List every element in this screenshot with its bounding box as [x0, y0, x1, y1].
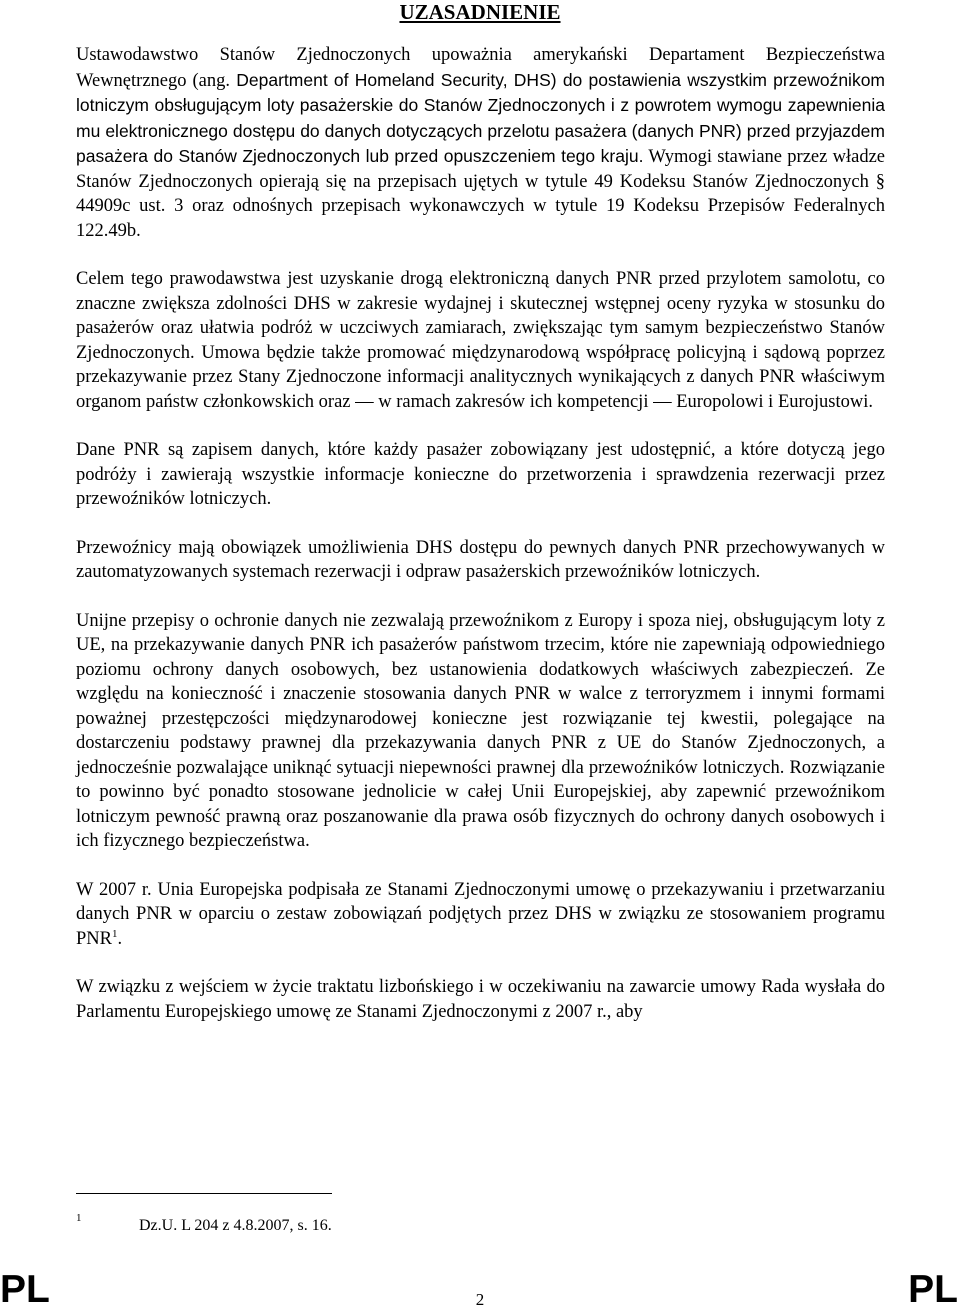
paragraph-6 [76, 878, 885, 952]
paragraph-1-part-a: Ustawodawstwo Stanów Zjednoczonych upoważnia amerykański Departament Bezpieczeństwa Wewnętrznego (ang. [76, 45, 885, 91]
paragraph-1-part-b: Department of Homeland Security, DHS) do postawienia wszystkim przewoźnikom lotniczym obsługującym loty pasażerskie do Stanów Zjednoczonych i z powrotem wymogu zapewnienia mu elektronicznego dostępu do danych dotyczących przelotu pasażera (danych PNR) przed przyjazdem pasażera do Stanów Zjednoczonych lub przed opuszczeniem tego kraju. [76, 69, 885, 166]
footnote-divider [76, 1193, 332, 1194]
paragraph-2-part-b: Umowa będzie także promować międzynarodową współpracę policyjną i sądową poprzez przekazywanie przez Stany Zjednoczone informacji analitycznych wynikających z danych PNR właściwym organom państw członkowskich oraz — w ramach zakresów ich kompetencji — Europolowi i Eurojustowi. [76, 342, 885, 412]
page-title: UZASADNIENIE [399, 0, 561, 24]
footnote-text: Dz.U. L 204 z 4.8.2007, s. 16. [139, 1217, 332, 1234]
language-code-right: PL [908, 1268, 958, 1311]
paragraph-1-part-c: Wymogi stawiane przez władze Stanów Zjednoczonych opierają się na przepisach ujętych w tytule 49 Kodeksu Stanów Zjednoczonych § 44909c ust. 3 oraz odnośnych przepisach wykonawczych w tytule 19 Kodeksu Przepisów Federalnych 122.49b. [76, 147, 885, 241]
paragraph-5-part-c: Rozwiązanie to powinno być ponadto stosowane jednolicie w całej Unii Europejskiej, aby zapewnić przewoźnikom lotniczym pewność prawną oraz poszanowanie dla prawa osób fizycznych do ochrony danych osobowych i ich fizycznego bezpieczeństwa. [76, 757, 885, 851]
language-code-left: PL [0, 1268, 50, 1311]
paragraph-5-part-b: Ze względu na konieczność i znaczenie stosowania danych PNR w walce z terroryzmem i innymi formami poważnej przestępczości międzynarodowej konieczne jest rozwiązanie tej kwestii, polegające na dostarczeniu podstawy prawnej dla przekazywania danych PNR z UE do Stanów Zjednoczonych, a jednocześnie pozwalające uniknąć sytuacji niepewności prawnej dla przewoźników lotniczych. [76, 659, 885, 778]
paragraph-6-part-b: Unia Europejska podpisała ze Stanami Zjednoczonymi umowę o przekazywaniu i przetwarzaniu danych PNR w oparciu o zestaw zobowiązań podjętych przez DHS w związku ze stosowaniem programu PNR [76, 879, 885, 949]
page-number: 2 [475, 1290, 485, 1309]
paragraph-7: W związku z wejściem w życie traktatu lizbońskiego i w oczekiwaniu na zawarcie umowy Rada wysłała do Parlamentu Europejskiego umowę ze Stanami Zjednoczonymi z 2007 r., aby [76, 977, 885, 1022]
footnote-reference[interactable]: 1 [112, 927, 118, 940]
paragraph-6-end: . [117, 928, 123, 949]
paragraph-6-part-a: W 2007 r. [76, 879, 152, 900]
footnote-number: 1 [76, 1212, 82, 1224]
paragraph-2 [76, 267, 885, 414]
paragraph-1 [76, 43, 885, 243]
paragraph-2-part-a: Celem tego prawodawstwa jest uzyskanie drogą elektroniczną danych PNR przed przylotem samolotu, co znaczne zwiększa zdolności DHS w zakresie wydajnej i skutecznej wstępnej oceny ryzyka w stosunku do pasażerów oraz ułatwia podróż w uczciwych zamiarach, zwiększając tym samym bezpieczeństwo Stanów Zjednoczonych. [76, 269, 885, 363]
document-body [76, 43, 885, 1048]
paragraph-4: Przewoźnicy mają obowiązek umożliwienia DHS dostępu do pewnych danych PNR przechowywanych w zautomatyzowanych systemach rezerwacji i odpraw pasażerskich przewoźników lotniczych. [76, 537, 885, 582]
paragraph-5 [76, 609, 885, 854]
paragraph-3: Dane PNR są zapisem danych, które każdy pasażer zobowiązany jest udostępnić, a które dotyczą jego podróży i zawierają wszystkie informacje konieczne do przetworzenia i sprawdzenia rezerwacji przez przewoźników lotniczych. [76, 440, 885, 509]
paragraph-5-part-a: Unijne przepisy o ochronie danych nie zezwalają przewoźnikom z Europy i spoza niej, obsługującym loty z UE, na przekazywanie danych PNR ich pasażerów państwom trzecim, które nie zapewniają odpowiedniego poziomu ochrony danych osobowych, bez ustanowienia dodatkowych właściwych zabezpieczeń. [76, 610, 885, 680]
